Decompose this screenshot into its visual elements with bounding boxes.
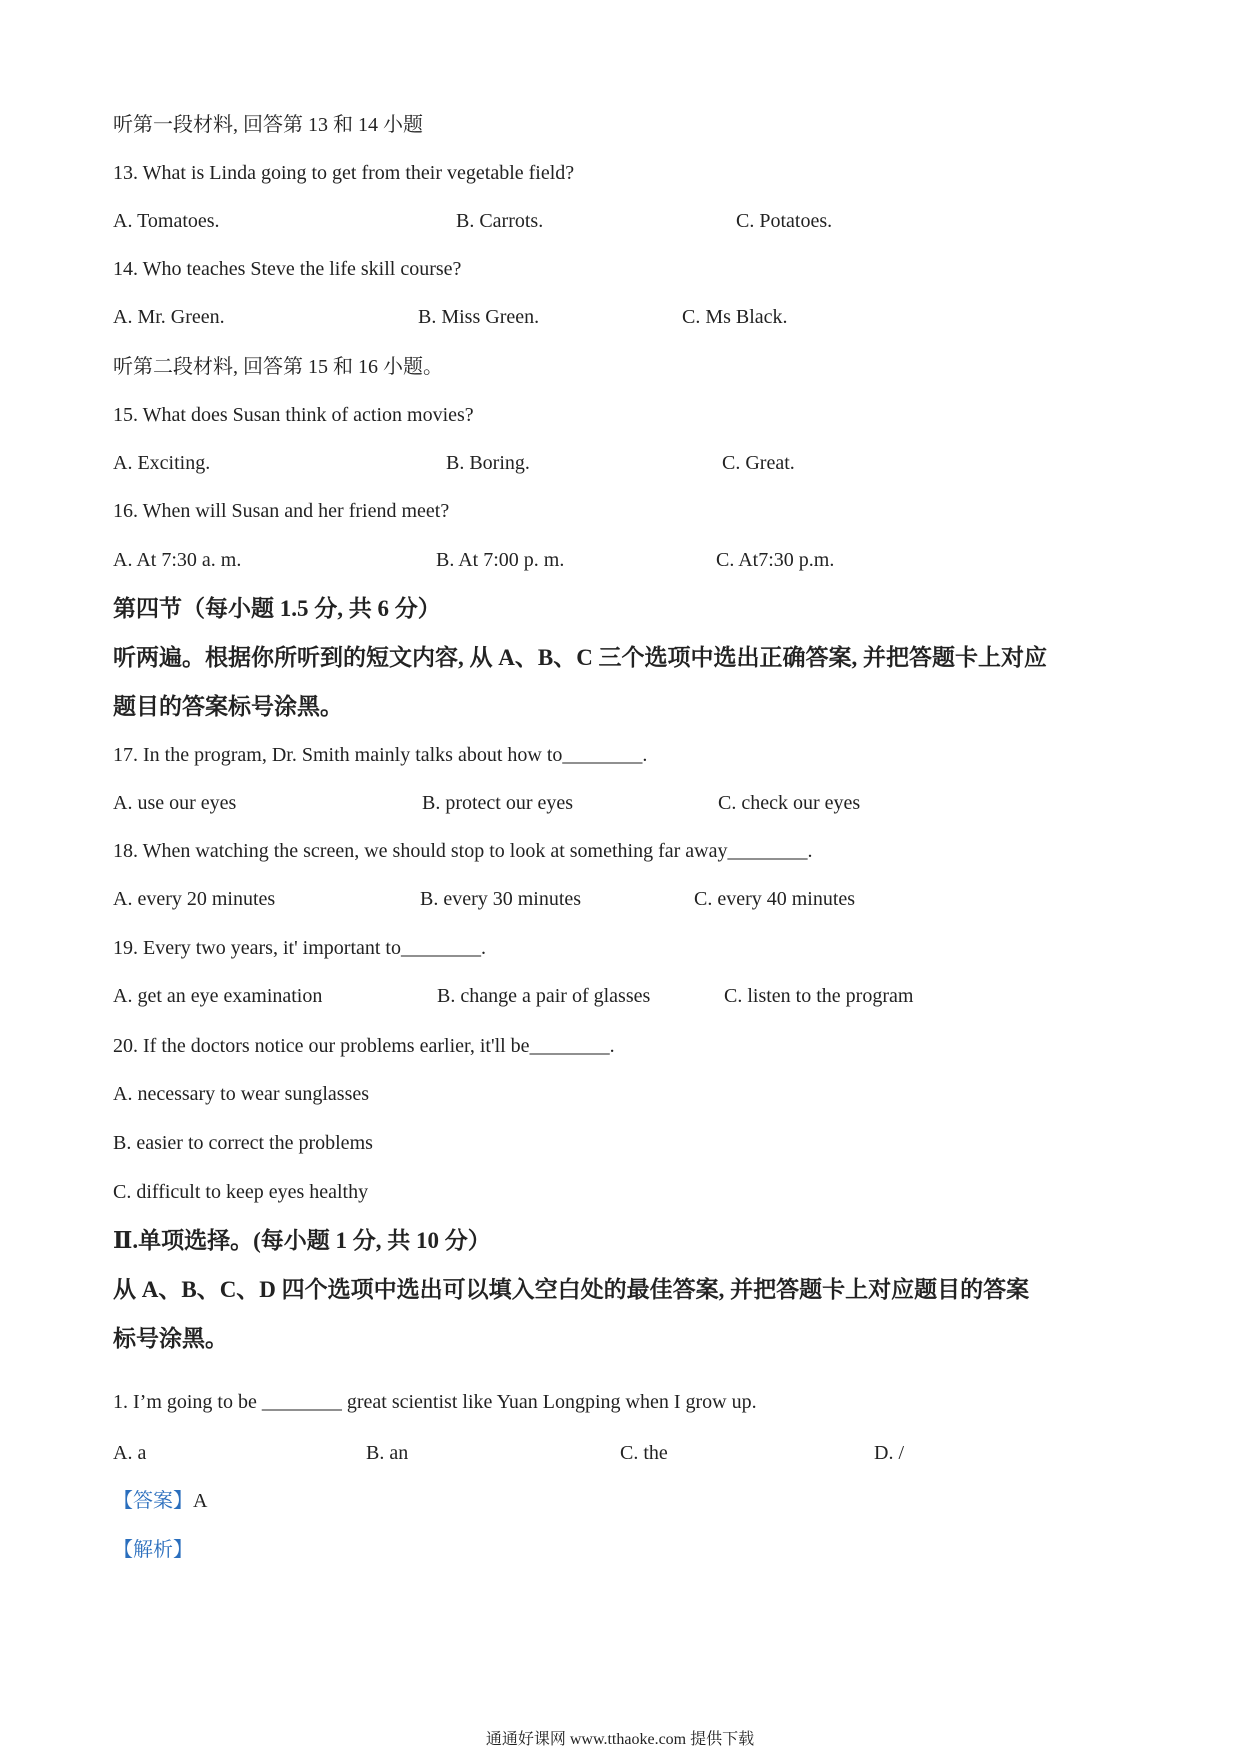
question-1: 1. I’m going to be ________ great scientist like Yuan Longping when I grow up. <box>113 1391 757 1413</box>
question-14: 14. Who teaches Steve the life skill course? <box>113 258 462 280</box>
q15-option-b: B. Boring. <box>446 452 530 474</box>
q20-option-c: C. difficult to keep eyes healthy <box>113 1181 369 1203</box>
question-16: 16. When will Susan and her friend meet? <box>113 500 450 522</box>
q17-option-c: C. check our eyes <box>718 792 861 814</box>
q15-option-c: C. Great. <box>722 452 795 474</box>
q16-option-b: B. At 7:00 p. m. <box>436 549 565 571</box>
analysis-line <box>113 1537 193 1563</box>
q19-option-a: A. get an eye examination <box>113 985 323 1007</box>
question-13: 13. What is Linda going to get from their vegetable field? <box>113 162 575 184</box>
instruction-passage-2: 听第二段材料, 回答第 15 和 16 小题。 <box>113 356 443 378</box>
q14-option-c: C. Ms Black. <box>682 306 788 328</box>
q20-option-b: B. easier to correct the problems <box>113 1132 373 1154</box>
question-19: 19. Every two years, it' important to________. <box>113 937 486 959</box>
footer-source: 通通好课网 www.tthaoke.com 提供下载 <box>485 1731 755 1748</box>
question-15: 15. What does Susan think of action movies? <box>113 404 474 426</box>
q16-option-a: A. At 7:30 a. m. <box>113 549 242 571</box>
q19-option-c: C. listen to the program <box>724 985 914 1007</box>
q13-option-a: A. Tomatoes. <box>113 210 220 232</box>
instruction-passage-1: 听第一段材料, 回答第 13 和 14 小题 <box>113 114 423 136</box>
q20-option-a: A. necessary to wear sunglasses <box>113 1083 370 1105</box>
q1-option-b: B. an <box>366 1442 409 1464</box>
q14-option-a: A. Mr. Green. <box>113 306 225 328</box>
q1-option-d: D. / <box>874 1442 904 1464</box>
q1-option-a: A. a <box>113 1442 147 1464</box>
q19-option-b: B. change a pair of glasses <box>437 985 651 1007</box>
answer-value: A <box>193 1490 208 1512</box>
q13-option-b: B. Carrots. <box>456 210 544 232</box>
q15-option-a: A. Exciting. <box>113 452 211 474</box>
q17-option-a: A. use our eyes <box>113 792 237 814</box>
q18-option-a: A. every 20 minutes <box>113 888 276 910</box>
q18-option-c: C. every 40 minutes <box>694 888 856 910</box>
q1-option-c: C. the <box>620 1442 668 1464</box>
part-2-instruction-line-2: 标号涂黑。 <box>113 1326 228 1351</box>
q16-option-c: C. At7:30 p.m. <box>716 549 835 571</box>
q13-option-c: C. Potatoes. <box>736 210 833 232</box>
q18-option-b: B. every 30 minutes <box>420 888 582 910</box>
q14-option-b: B. Miss Green. <box>418 306 540 328</box>
question-20: 20. If the doctors notice our problems earlier, it'll be________. <box>113 1035 615 1057</box>
section-4-heading: 第四节（每小题 1.5 分, 共 6 分） <box>113 596 441 621</box>
question-17: 17. In the program, Dr. Smith mainly talks about how to________. <box>113 744 648 766</box>
part-2-heading: Ⅱ.单项选择。(每小题 1 分, 共 10 分） <box>113 1228 491 1253</box>
question-18: 18. When watching the screen, we should stop to look at something far away________. <box>113 840 813 862</box>
answer-label: 【答案】 <box>113 1490 193 1512</box>
section-4-instruction-line-1: 听两遍。根据你所听到的短文内容, 从 A、B、C 三个选项中选出正确答案, 并把答题卡上对应 <box>113 645 1048 670</box>
answer-line <box>113 1488 207 1514</box>
analysis-label: 【解析】 <box>113 1539 193 1561</box>
section-4-instruction-line-2: 题目的答案标号涂黑。 <box>113 694 343 719</box>
part-2-instruction-line-1: 从 A、B、C、D 四个选项中选出可以填入空白处的最佳答案, 并把答题卡上对应题目的答案 <box>113 1277 1030 1302</box>
q17-option-b: B. protect our eyes <box>422 792 574 814</box>
